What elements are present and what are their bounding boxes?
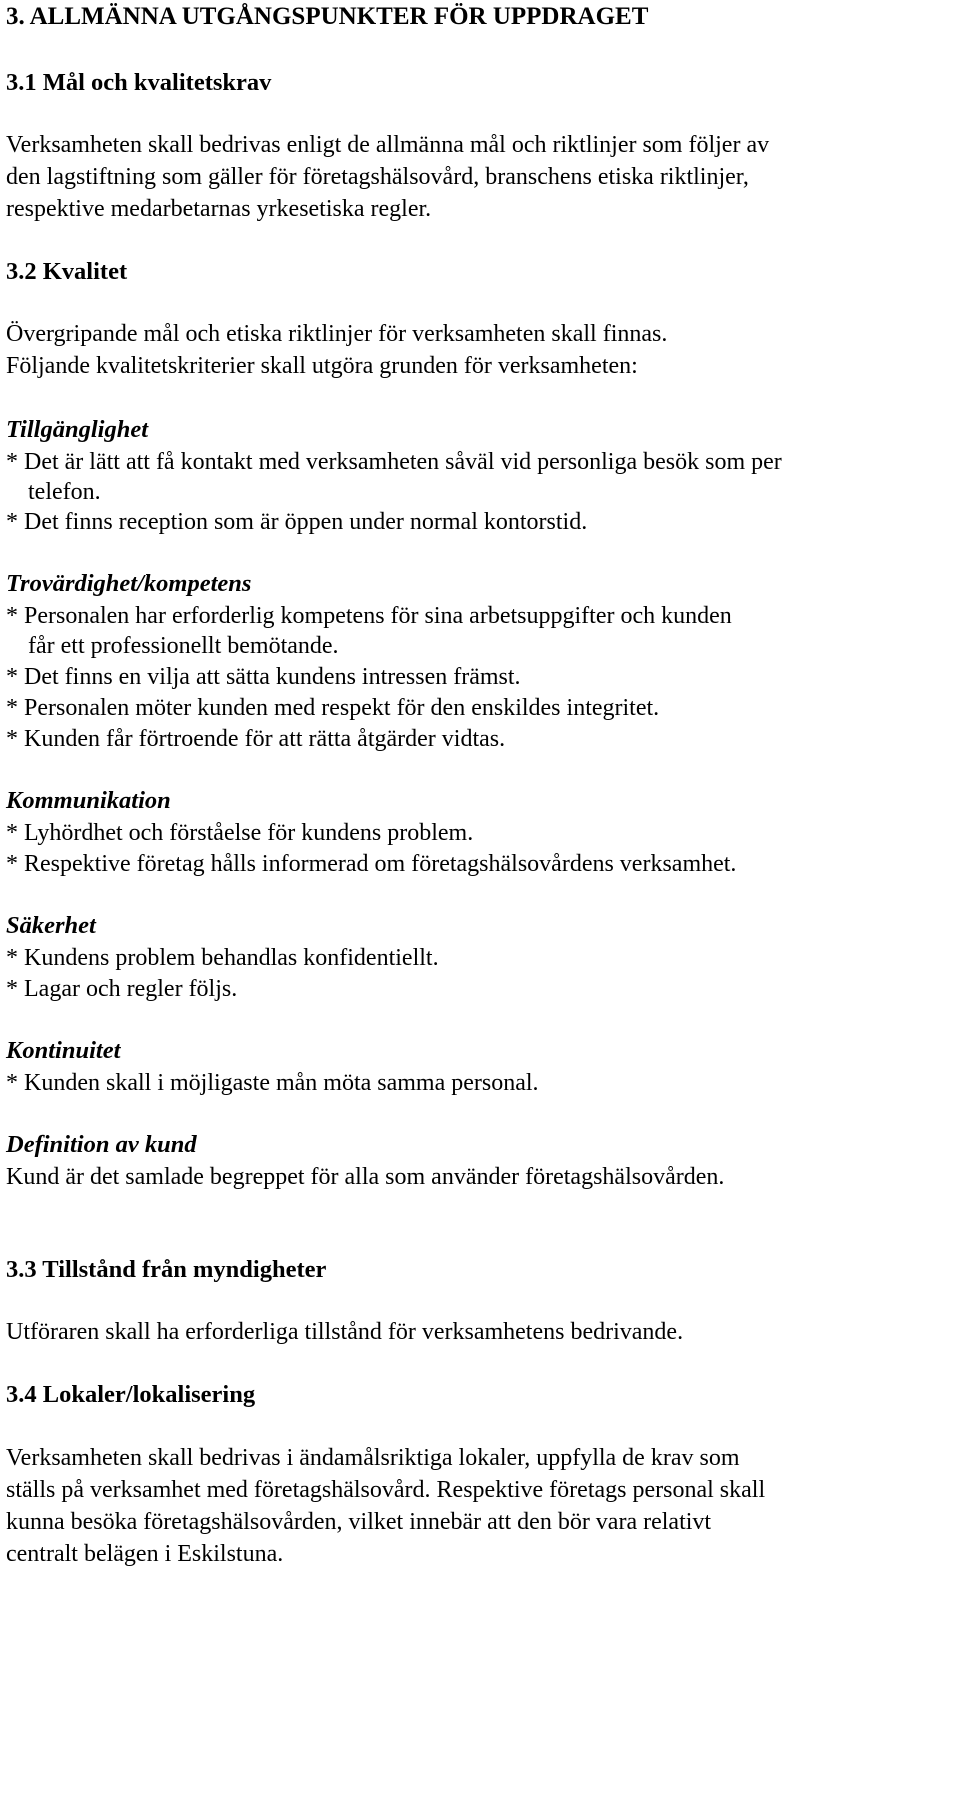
bullet-item: * Personalen har erforderlig kompetens för sina arbetsuppgifter och kunden <box>6 603 732 629</box>
section-3-4-heading: 3.4 Lokaler/lokalisering <box>6 1381 256 1408</box>
bullet-continuation: telefon. <box>28 479 101 505</box>
tillganglighet-subheading: Tillgänglighet <box>6 416 149 443</box>
bullet-item: * Det finns en vilja att sätta kundens intressen främst. <box>6 664 521 690</box>
chapter-heading: 3. ALLMÄNNA UTGÅNGSPUNKTER FÖR UPPDRAGET <box>6 3 649 30</box>
bullet-item: * Kundens problem behandlas konfidentiellt. <box>6 945 439 971</box>
section-3-3-text-line: Utföraren skall ha erforderliga tillstånd för verksamhetens bedrivande. <box>6 1319 684 1345</box>
sakerhet-subheading: Säkerhet <box>6 912 96 939</box>
section-3-2-intro-line: Övergripande mål och etiska riktlinjer för verksamheten skall finnas. <box>6 321 668 347</box>
kommunikation-subheading: Kommunikation <box>6 787 171 814</box>
bullet-item: * Det finns reception som är öppen under normal kontorstid. <box>6 509 588 535</box>
kontinuitet-subheading: Kontinuitet <box>6 1037 121 1064</box>
bullet-item: * Personalen möter kunden med respekt för den enskildes integritet. <box>6 695 660 721</box>
section-3-1-text-line: Verksamheten skall bedrivas enligt de allmänna mål och riktlinjer som följer av <box>6 132 770 158</box>
section-3-2-heading: 3.2 Kvalitet <box>6 258 128 285</box>
section-3-4-text-line: centralt belägen i Eskilstuna. <box>6 1541 284 1567</box>
section-3-4-text-line: Verksamheten skall bedrivas i ändamålsriktiga lokaler, uppfylla de krav som <box>6 1445 740 1471</box>
bullet-item: * Lagar och regler följs. <box>6 976 238 1002</box>
section-3-4-text-line: kunna besöka företagshälsovården, vilket innebär att den bör vara relativt <box>6 1509 712 1535</box>
trovardighet-subheading: Trovärdighet/kompetens <box>6 570 252 597</box>
section-3-2-intro-line: Följande kvalitetskriterier skall utgöra grunden för verksamheten: <box>6 353 638 379</box>
bullet-continuation: får ett professionellt bemötande. <box>28 633 339 659</box>
section-3-1-heading: 3.1 Mål och kvalitetskrav <box>6 69 272 96</box>
definition-subheading: Definition av kund <box>6 1131 197 1158</box>
bullet-item: * Det är lätt att få kontakt med verksamheten såväl vid personliga besök som per <box>6 449 782 475</box>
bullet-item: * Kunden skall i möjligaste mån möta samma personal. <box>6 1070 539 1096</box>
bullet-item: * Lyhördhet och förståelse för kundens problem. <box>6 820 474 846</box>
section-3-1-text-line: den lagstiftning som gäller för företagshälsovård, branschens etiska riktlinjer, <box>6 164 749 190</box>
section-3-4-text-line: ställs på verksamhet med företagshälsovård. Respektive företags personal skall <box>6 1477 766 1503</box>
definition-text: Kund är det samlade begreppet för alla som använder företagshälsovården. <box>6 1164 725 1190</box>
bullet-item: * Kunden får förtroende för att rätta åtgärder vidtas. <box>6 726 506 752</box>
section-3-1-text-line: respektive medarbetarnas yrkesetiska regler. <box>6 196 432 222</box>
bullet-item: * Respektive företag hålls informerad om företagshälsovårdens verksamhet. <box>6 851 737 877</box>
section-3-3-heading: 3.3 Tillstånd från myndigheter <box>6 1256 327 1283</box>
